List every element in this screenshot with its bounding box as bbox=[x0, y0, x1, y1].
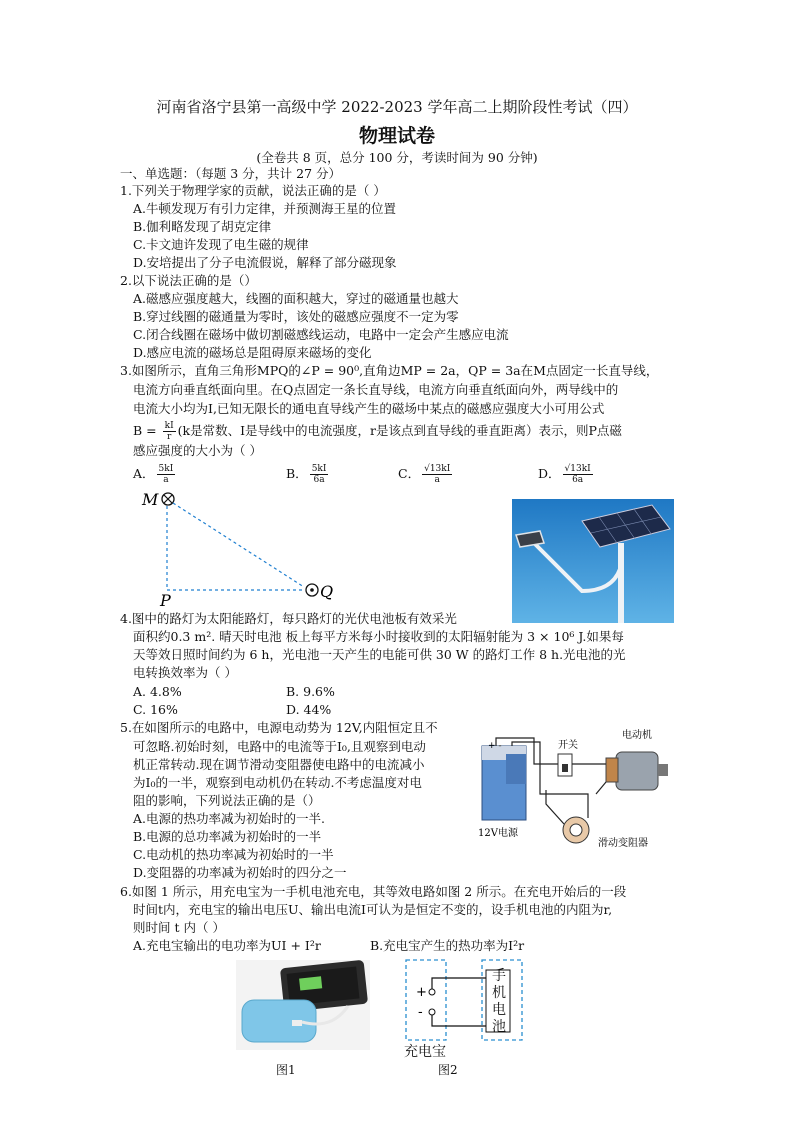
q5-line5: 阻的影响，下列说法正确的是（） bbox=[133, 793, 321, 808]
q3-option-c: C． $\frac{√13kI}{a}$ bbox=[398, 464, 451, 485]
q3-formula-b: B = bbox=[133, 423, 161, 438]
q4-line1: 4.图中的路灯为太阳能路灯，每只路灯的光伏电池板有效采光 bbox=[120, 611, 457, 626]
q5-option-b: B.电源的总功率减为初始时的一半 bbox=[133, 829, 322, 844]
minus-sign: - bbox=[418, 1005, 423, 1020]
q5-line4: 为I₀的一半，观察到电动机仍在转动.不考虑温度对电 bbox=[133, 775, 422, 790]
side-mq bbox=[173, 503, 304, 587]
q6-option-b: B.充电宝产生的热功率为I²r bbox=[370, 938, 525, 953]
label-p: P bbox=[160, 591, 171, 610]
q5-line3: 机正常转动.现在调节滑动变阻器使电路中的电流减小 bbox=[133, 757, 425, 772]
q1-stem: 1.下列关于物理学家的贡献，说法正确的是（ ） bbox=[120, 183, 386, 198]
fig1-caption: 图1 bbox=[276, 1063, 296, 1077]
phone-battery-label: 手机电池 bbox=[492, 968, 506, 1035]
q3-line2: 电流方向垂直纸面向里。在Q点固定一条长直导线，电流方向垂直纸面向外，两导线中的 bbox=[133, 382, 619, 397]
motor-label: 电动机 bbox=[622, 730, 652, 741]
q4-option-b: B. 9.6% bbox=[286, 684, 335, 699]
q5-option-c: C.电动机的热功率减为初始时的一半 bbox=[133, 847, 334, 862]
q2-option-d: D.感应电流的磁场总是阻碍原来磁场的变化 bbox=[133, 345, 372, 360]
subject-title: 物理试卷 bbox=[358, 125, 435, 147]
q3-option-a: A． $\frac{5kI}{a}$ bbox=[133, 464, 174, 485]
motor-circuit-figure bbox=[476, 724, 696, 854]
q1-option-c: C.卡文迪许发现了电生磁的规律 bbox=[133, 237, 309, 252]
q5-line2: 可忽略.初始时刻，电路中的电流等于I₀,且观察到电动 bbox=[133, 739, 426, 754]
q3-option-d: D． $\frac{√13kI}{6a}$ bbox=[538, 464, 591, 485]
svg-text:+ -: + - bbox=[488, 741, 502, 751]
q2-option-c: C.闭合线圈在磁场中做切割磁感线运动，电路中一定会产生感应电流 bbox=[133, 327, 509, 342]
section-heading: 一、单选题：（每题 3 分，共计 27 分） bbox=[120, 166, 342, 181]
powerbank-photo bbox=[236, 960, 370, 1050]
q4-line2: 面积约0.3 m². 晴天时电池 板上每平方米每小时接收到的太阳辐射能为 3 × 10⁶ J.如果每 bbox=[133, 629, 624, 644]
fig2-caption: 图2 bbox=[438, 1063, 458, 1077]
q4-option-a: A. 4.8% bbox=[133, 684, 182, 699]
q1-option-d: D.安培提出了分子电流假说，解释了部分磁现象 bbox=[133, 255, 397, 270]
q6-line3: 则时间 t 内（ ） bbox=[133, 920, 225, 935]
q5-option-a: A.电源的热功率减为初始时的一半. bbox=[133, 811, 325, 826]
q3-line1: 3.如图所示，直角三角形MPQ的∠P = 90⁰,直角边MP = 2a，QP = 3a在M点固定一长直导线， bbox=[120, 363, 659, 378]
q6-option-a: A.充电宝输出的电功率为UI + I²r bbox=[133, 938, 321, 953]
q1-option-a: A.牛顿发现万有引力定律，并预测海王星的位置 bbox=[133, 201, 397, 216]
q3-formula-text: (k是常数、I是导线中的电流强度，r是该点到直导线的垂直距离）表示，则P点磁 bbox=[177, 423, 622, 438]
q3-option-b: B． $\frac{5kI}{6a}$ bbox=[286, 464, 327, 485]
q2-option-a: A.磁感应强度越大，线圈的面积越大，穿过的磁通量也越大 bbox=[133, 291, 459, 306]
q6-line1: 6.如图 1 所示，用充电宝为一手机电池充电，其等效电路如图 2 所示。在充电开始后的一段 bbox=[120, 884, 627, 899]
q2-stem: 2.以下说法正确的是（） bbox=[120, 273, 257, 288]
q3-line4 bbox=[133, 419, 622, 443]
exam-title: 河南省洛宁县第一高级中学 2022-2023 学年高二上期阶段性考试（四） bbox=[156, 98, 638, 116]
q3-line3: 电流大小均为I,已知无限长的通电直导线产生的磁场中某点的磁感应强度大小可用公式 bbox=[133, 401, 605, 416]
exam-info: (全卷共 8 页，总分 100 分，考读时间为 90 分钟) bbox=[256, 150, 538, 165]
q6-line2: 时间t内，充电宝的输出电压U、输出电流I可认为是恒定不变的，设手机电池的内阻为r, bbox=[133, 902, 613, 917]
q3-line5: 感应强度的大小为（ ） bbox=[133, 443, 262, 458]
q1-option-b: B.伽利略发现了胡克定律 bbox=[133, 219, 272, 234]
powerbank-label: 充电宝 bbox=[404, 1044, 446, 1060]
switch-label: 开关 bbox=[558, 740, 578, 751]
q4-line4: 电转换效率为（ ） bbox=[133, 665, 237, 680]
label-m: M bbox=[142, 490, 159, 509]
label-q: Q bbox=[320, 582, 334, 601]
q4-option-c: C. 16% bbox=[133, 702, 178, 717]
q3-formula-fraction: $\frac{kI}{r}$ bbox=[164, 421, 174, 442]
triangle-figure bbox=[136, 485, 336, 610]
q5-option-d: D.变阻器的功率减为初始时的四分之一 bbox=[133, 865, 347, 880]
rheostat-label: 滑动变阻器 bbox=[598, 838, 648, 849]
q5-line1: 5.在如图所示的电路中，电源电动势为 12V,内阻恒定且不 bbox=[120, 720, 438, 735]
q4-option-d: D. 44% bbox=[286, 702, 332, 717]
solar-street-lamp-image bbox=[512, 499, 674, 623]
source-label: 12V电源 bbox=[478, 828, 518, 839]
q2-option-b: B.穿过线圈的磁通量为零时，该处的磁感应强度不一定为零 bbox=[133, 309, 459, 324]
plus-sign: + bbox=[416, 985, 427, 1000]
q4-line3: 天等效日照时间约为 6 h，光电池一天产生的电能可供 30 W 的路灯工作 8 h.光电池的光 bbox=[133, 647, 626, 662]
